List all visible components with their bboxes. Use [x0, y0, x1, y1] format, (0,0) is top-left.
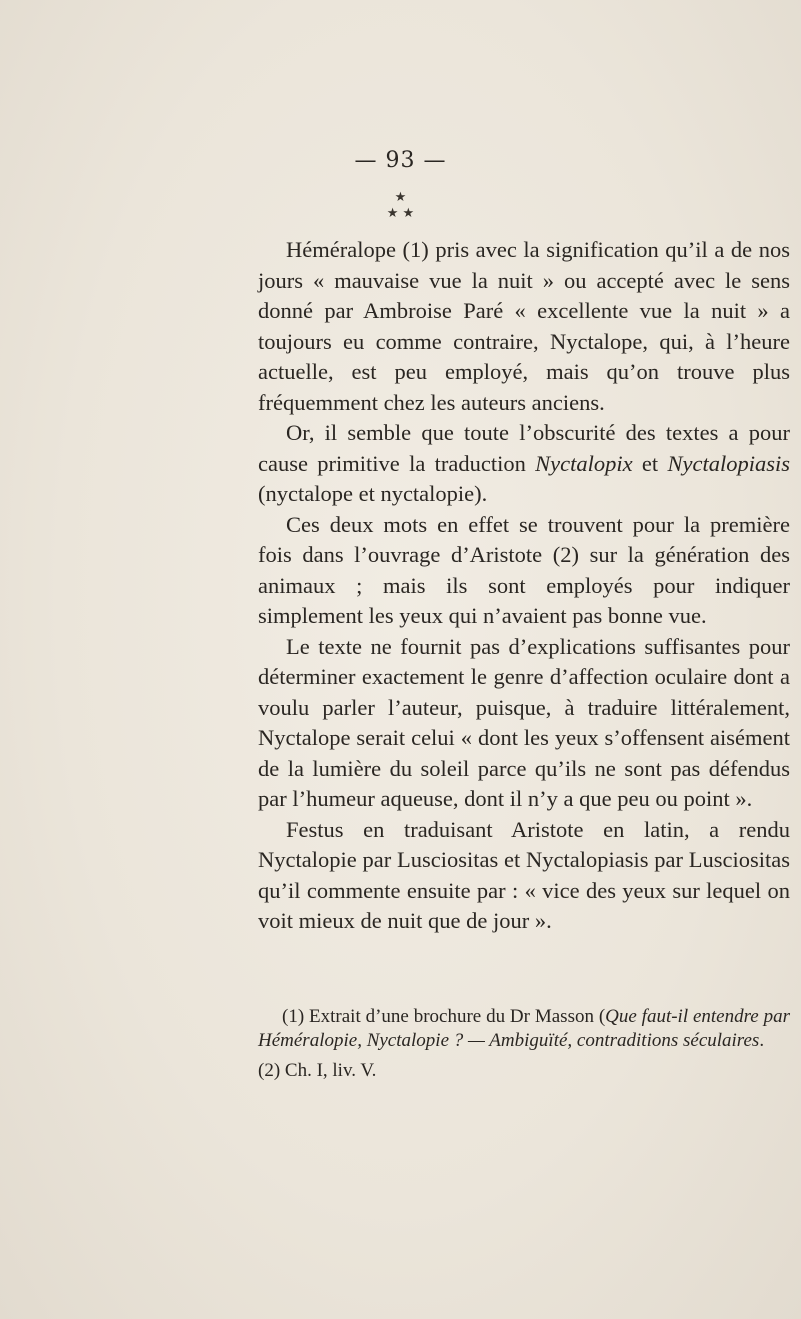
- paragraph-2-text-b: et: [632, 450, 668, 476]
- footnote-1-text-b: .: [759, 1030, 765, 1051]
- footnote-1-title: Que faut-il entendre par Héméralopie, Nyctalopie ? — Ambiguïté, contraditions séculaires: [258, 1006, 790, 1051]
- footnote-1-text-a: (1) Extrait d’une brochure du Dr Masson (: [282, 1006, 606, 1027]
- paragraph-2-text-c: (nyctalope et nyctalopie).: [258, 481, 488, 506]
- star-icon-top: ★: [394, 190, 407, 205]
- page-number: — 93 —: [354, 148, 447, 173]
- star-icon-pair: ★ ★: [386, 206, 415, 221]
- term-nyctalopix: Nyctalopix: [535, 450, 633, 476]
- asterism-ornament: [0, 190, 801, 222]
- paragraph-4: Le texte ne fournit pas d’explications suffisantes pour déterminer exactement le genre d’affection oculaire dont a voulu parler l’auteur, puisque, à traduire littéralement, Nyctalope serait celui « dont les yeux s’offensent aisément de la lumière du soleil parce qu’ils ne sont pas défendus par l’humeur aqueuse, dont il n’y a que peu ou point ».: [258, 633, 790, 811]
- paragraph-1: Héméralope (1) pris avec la signification qu’il a de nos jours « mauvaise vue la nuit » ou accepté avec le sens donné par Ambroise Paré « excellente vue la nuit » a toujours eu comme contraire, Nyctalope, qui, à l’heure actuelle, est peu employé, mais qu’on trouve plus fréquemment chez les auteurs anciens.: [258, 237, 790, 415]
- paragraph-3: Ces deux mots en effet se trouvent pour la première fois dans l’ouvrage d’Aristote (2) sur la génération des animaux ; mais ils sont employés pour indiquer simplement les yeux qui n’avaient pas bonne vue.: [258, 511, 790, 628]
- footnote-1: [258, 1005, 790, 1053]
- paragraph-2: [258, 418, 790, 510]
- paragraph-5: Festus en traduisant Aristote en latin, a rendu Nyctalopie par Lusciositas et Nyctalopiasis par Lusciositas qu’il commente ensuite par : « vice des yeux sur lequel on voit mieux de nuit que de jour ».: [258, 816, 790, 933]
- main-text: [258, 235, 790, 937]
- footnote-2: (2) Ch. I, liv. V.: [258, 1060, 377, 1081]
- paragraph-2-text-a: Or, il semble que toute l’obscurité des textes a pour cause primitive la traduction: [258, 420, 790, 476]
- footnotes: [258, 1005, 790, 1083]
- term-nyctalopiasis: Nyctalopiasis: [667, 450, 790, 476]
